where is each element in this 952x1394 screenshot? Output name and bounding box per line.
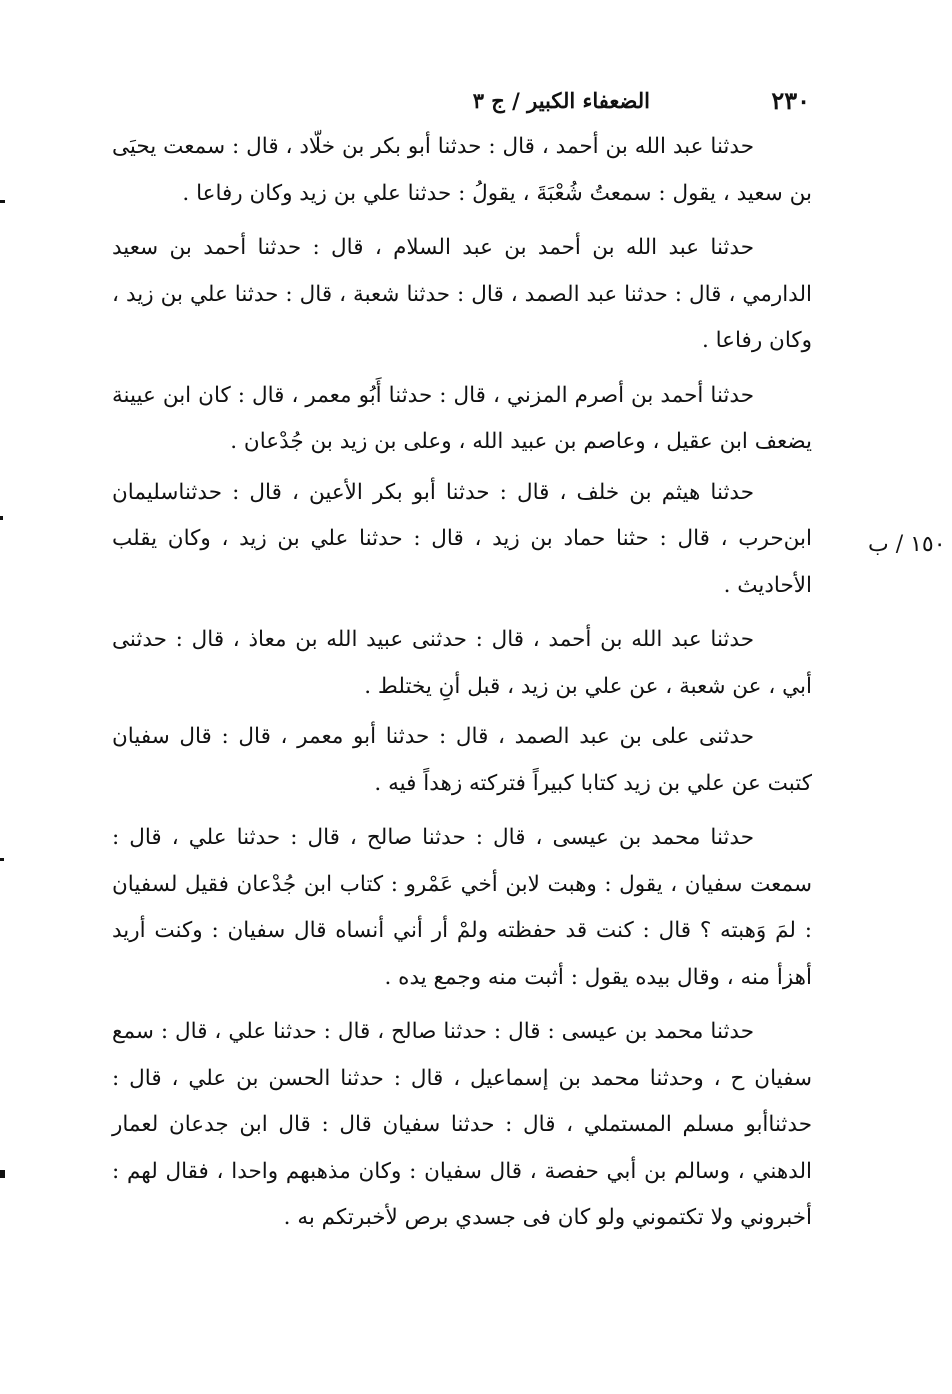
scan-edge-mark [0,516,3,520]
scan-edge-mark [0,858,4,861]
paragraph: حدثنا هيثم بن خلف ، قال : حدثنا أبو بكر الأعين ، قال : حدثناسليمان ابن‌حرب ، قال : حثنا حماد بن زيد ، قال : حدثنا علي بن زيد ، وكان يقلب الأحاديث . [112,479,812,598]
page-number: ٢٣٠ [771,86,810,115]
scan-edge-mark [0,1170,5,1178]
paragraph: حدثنا عبد الله بن أحمد ، قال : حدثنا أبو بكر بن خلّاد ، قال : سمعت يحيَى بن سعيد ، يقول : سمعتُ شُعْبَةَ ، يقولُ : حدثنا علي بن زيد وكان رفاعا . [112,134,812,206]
page-header [340,86,810,120]
paragraph: حدثنا محمد بن عيسى ، قال : حدثنا صالح ، قال : حدثنا علي ، قال : سمعت سفيان ، يقول : وهبت لابن أخي عَمْرو : كتاب ابن جُدْعان فقيل لسفيان : لمَ وَهبته ؟ قال : كنت قد حفظته ولمْ أر أني أنساه قال سفيان : وكنت أريد أهزأ منه ، وقال بيده يقول : أثبت منه وجمع يده . [112,825,812,990]
paragraph: حدثنا عبد الله بن أحمد ، قال : حدثنى عبيد الله بن معاذ ، قال : حدثنى أبي ، عن شعبة ، عن علي بن زيد ، قبل أنِ يختلط . [112,627,812,699]
body-text [112,124,812,1250]
paragraph: حدثنى على بن عبد الصمد ، قال : حدثنا أبو معمر ، قال : قال سفيان كتبت عن علي بن زيد كتابا كبيراً فتركته زهداً فيه . [112,724,812,796]
manuscript-folio-note: ١٥٠ / ب [868,532,946,557]
paragraph: حدثنا محمد بن عيسى : قال : حدثنا صالح ، قال : حدثنا علي ، قال : سمع سفيان ح ، وحدثنا محمد بن إسماعيل ، قال : حدثنا الحسن بن علي ، قال : حدثناأبو مسلم المستملي ، قال : حدثنا سفيان قال : قال ابن جدعان لعمار الدهني ، وسالم بن أبي حفصة ، قال سفيان : وكان مذهبهم واحدا ، فقال لهم : أخبروني ولا تكتموني ولو كان فى جسدي برص لأخبرتكم به . [112,1019,812,1230]
scan-edge-mark [0,200,5,203]
running-title: الضعفاء الكبير / ج ٣ [472,88,650,113]
paragraph: حدثنا أحمد بن أصرم المزني ، قال : حدثنا أَبُو معمر ، قال : كان ابن عيينة يضعف ابن عقيل ، وعاصم بن عبيد الله ، وعلى بن زيد بن جُدْعان . [112,382,812,454]
paragraph: حدثنا عبد الله بن أحمد بن عبد السلام ، قال : حدثنا أحمد بن سعيد الدارمي ، قال : حدثنا عبد الصمد ، قال : حدثنا شعبة ، قال : حدثنا علي بن زيد ، وكان رفاعا . [112,235,812,353]
